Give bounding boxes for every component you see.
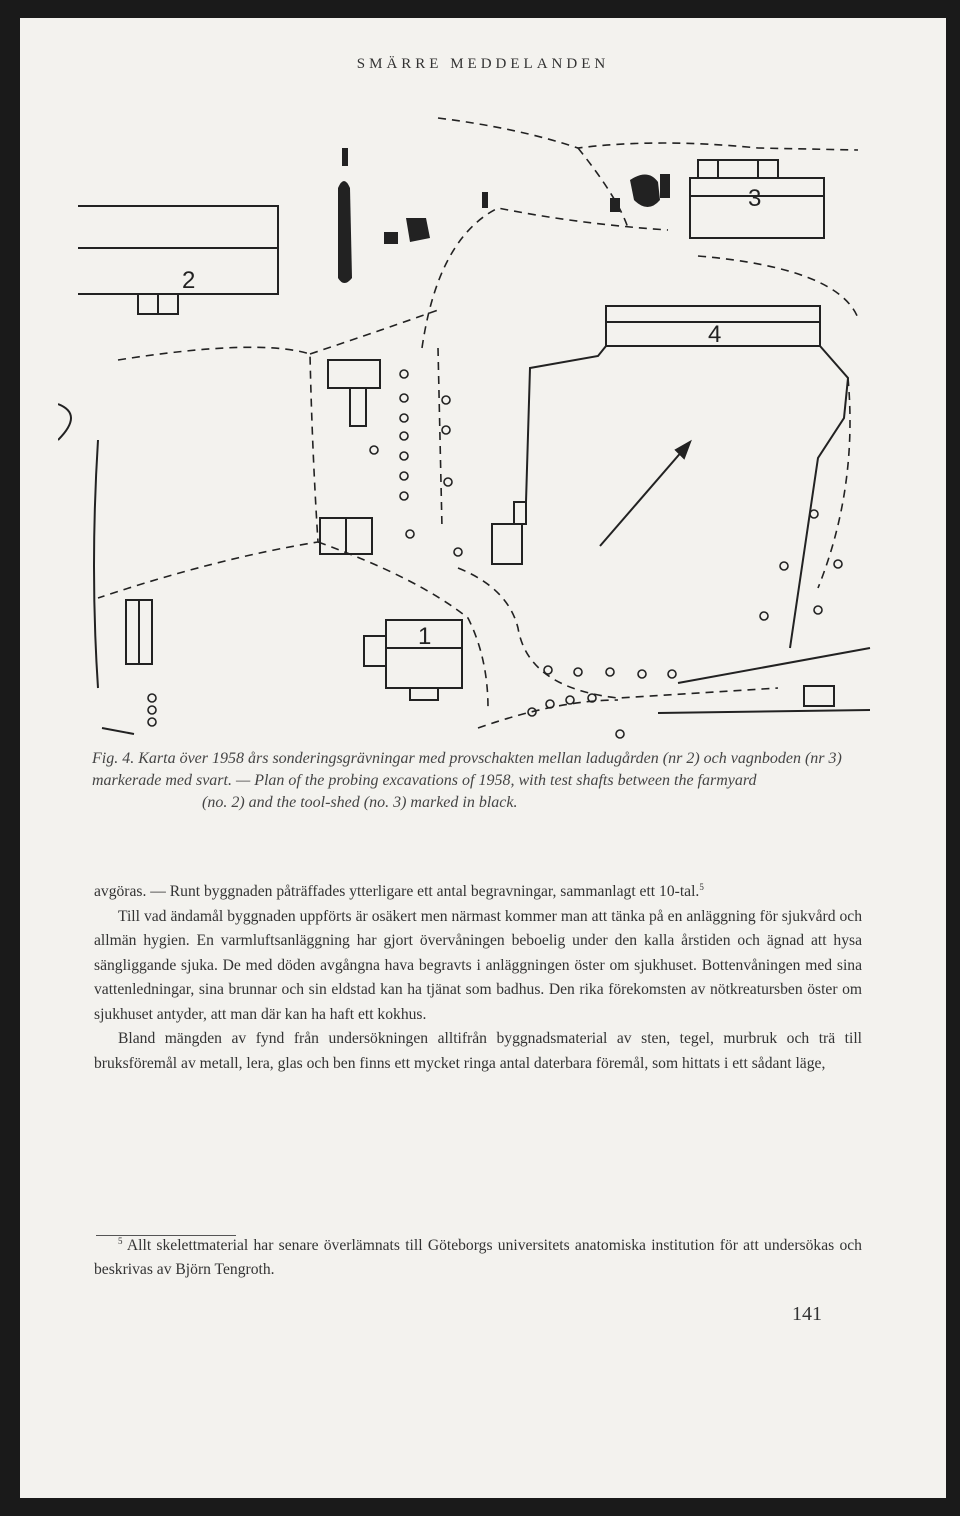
book-page bbox=[20, 18, 946, 1498]
running-header: SMÄRRE MEDDELANDEN bbox=[356, 56, 610, 72]
body-text bbox=[94, 875, 862, 1076]
footnote: $^5$ Allt skelettmaterial har senare överlämnats till Göteborgs universitets anatomiska institution för att undersökas och beskrivas av Björn Tengroth. bbox=[94, 1236, 862, 1278]
caption-text: Fig. 4. Karta över 1958 års sonderingsgrävningar med provschakten mellan ladugården (nr 2) och vagnboden (nr 3) markerade med svart. — Plan of the probing excavations of 1958, with test shafts between the farmyard bbox=[92, 750, 842, 789]
paragraph-1: avgöras. — Runt byggnaden påträffades ytterligare ett antal begravningar, sammanlagt ett 10-tal.$^5$ bbox=[94, 882, 704, 900]
building-2 bbox=[78, 206, 278, 314]
footnote-mark: 5 bbox=[118, 1236, 123, 1246]
excavation-map bbox=[58, 88, 916, 748]
building-1 bbox=[364, 620, 462, 700]
building-label-2: 2 bbox=[182, 267, 196, 294]
caption-text-end: (no. 2) and the tool-shed (no. 3) marked in black. bbox=[202, 794, 518, 811]
building-label-3: 3 bbox=[748, 185, 762, 212]
footnote-ref: 5 bbox=[699, 882, 704, 892]
test-shafts bbox=[338, 148, 670, 283]
paragraph-2: Till vad ändamål byggnaden uppförts är osäkert men närmast kommer man att tänka på en anläggning för sjukvård och allmän hygien. En varmluftsanläggning har gjort övervåningen beboelig under den kalla årstiden och ägnad att hysa sängliggande sjuka. De med döden avgångna hava begravts i anläggningen öster om sjukhuset. Bottenvåningen med sina vattenledningar, sina brunnar och sin eldstad kan ha tjänat som badhus. Den rika förekomsten av nötkreatursben öster om sjukhuset antyder, att man där kan ha haft ett kokhus. bbox=[94, 907, 862, 1023]
building-label-4: 4 bbox=[708, 321, 722, 348]
figure-caption bbox=[92, 748, 872, 814]
building-label-1: 1 bbox=[418, 623, 432, 650]
paragraph-3: Bland mängden av fynd från undersökningen alltifrån byggnadsmaterial av sten, tegel, murbruk och trä till bruksföremål av metall, lera, glas och ben finns ett mycket ringa antal daterbara föremål, som hittats i ett sådant läge, bbox=[94, 1030, 862, 1072]
page-number: 141 bbox=[792, 1303, 822, 1325]
